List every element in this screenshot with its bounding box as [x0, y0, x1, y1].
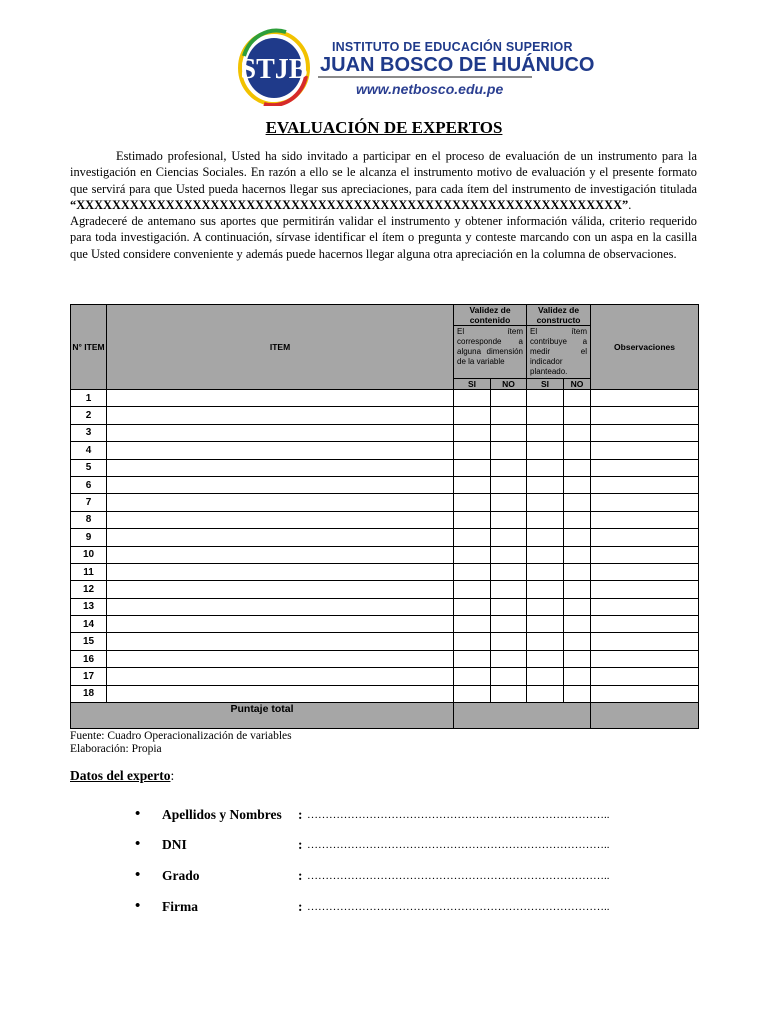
- field-label: Firma: [162, 899, 198, 914]
- observations-cell[interactable]: [591, 494, 699, 511]
- table-row: [71, 563, 699, 580]
- item-text-cell[interactable]: [107, 546, 454, 563]
- table-row: [71, 546, 699, 563]
- content-si-cell[interactable]: [454, 407, 491, 424]
- observations-cell[interactable]: [591, 685, 699, 702]
- item-number-cell: 9: [71, 529, 107, 546]
- observations-cell[interactable]: [591, 442, 699, 459]
- item-text-cell[interactable]: [107, 442, 454, 459]
- construct-si-cell[interactable]: [527, 563, 564, 580]
- expert-heading-colon: :: [170, 768, 175, 783]
- table-row: [71, 616, 699, 633]
- degree-fill-line[interactable]: ………………………………………………………………………..: [307, 870, 610, 882]
- content-no-cell[interactable]: [491, 650, 527, 667]
- item-text-cell[interactable]: [107, 511, 454, 528]
- logo-divider: [318, 76, 532, 78]
- observations-cell[interactable]: [591, 476, 699, 493]
- expert-section-heading: [70, 768, 174, 784]
- content-si-cell[interactable]: [454, 598, 491, 615]
- construct-si-cell[interactable]: [527, 529, 564, 546]
- content-si-cell[interactable]: [454, 633, 491, 650]
- table-row: [71, 424, 699, 441]
- construct-validity-description: El ítem contribuye a medir el indicador planteado.: [527, 326, 591, 379]
- content-si-cell[interactable]: [454, 494, 491, 511]
- observations-cell[interactable]: [591, 633, 699, 650]
- bullet-icon: •: [135, 867, 141, 883]
- item-text-cell[interactable]: [107, 459, 454, 476]
- dni-fill-line[interactable]: ………………………………………………………………………..: [307, 839, 610, 851]
- table-body: [71, 390, 699, 703]
- total-score-label: Puntaje total: [71, 703, 454, 729]
- field-label: Apellidos y Nombres: [162, 807, 282, 822]
- table-row: [71, 650, 699, 667]
- construct-si-cell[interactable]: [527, 598, 564, 615]
- observations-cell[interactable]: [591, 407, 699, 424]
- item-text-cell[interactable]: [107, 424, 454, 441]
- field-colon: :: [298, 899, 303, 914]
- construct-no-cell[interactable]: [564, 685, 591, 702]
- item-number-cell: 6: [71, 476, 107, 493]
- institute-name-line1: INSTITUTO DE EDUCACIÓN SUPERIOR: [332, 40, 573, 54]
- intro-text: [70, 148, 697, 262]
- construct-si-cell[interactable]: [527, 650, 564, 667]
- item-text-cell[interactable]: [107, 633, 454, 650]
- elaboration-line: Elaboración: Propia: [70, 742, 162, 755]
- construct-no-cell[interactable]: [564, 459, 591, 476]
- observations-cell[interactable]: [591, 650, 699, 667]
- header-observations: Observaciones: [591, 305, 699, 390]
- observations-cell[interactable]: [591, 459, 699, 476]
- item-number-cell: 4: [71, 442, 107, 459]
- item-number-cell: 13: [71, 598, 107, 615]
- intro-paragraph-2: Agradeceré de antemano sus aportes que permitirán validar el instrumento y obtener información válida, criterio requerido para toda investigación. A continuación, sírvase identificar el ítem o pregunta y conteste marcando con un aspa en la casilla que Usted considere conveniente y además puede hacernos llegar alguna otra apreciación en la columna de observaciones.: [70, 214, 697, 261]
- item-number-cell: 15: [71, 633, 107, 650]
- construct-si-cell[interactable]: [527, 494, 564, 511]
- content-no-cell[interactable]: [491, 476, 527, 493]
- institute-logo: [236, 26, 595, 106]
- item-number-cell: 2: [71, 407, 107, 424]
- instrument-title: [70, 197, 697, 213]
- field-colon: :: [298, 837, 303, 852]
- item-number-cell: 1: [71, 390, 107, 407]
- observations-cell[interactable]: [591, 616, 699, 633]
- content-no-cell[interactable]: [491, 459, 527, 476]
- content-no-cell[interactable]: [491, 668, 527, 685]
- content-no-cell[interactable]: [491, 563, 527, 580]
- item-number-cell: 8: [71, 511, 107, 528]
- content-no-cell[interactable]: [491, 494, 527, 511]
- header-item: ITEM: [107, 305, 454, 390]
- table-row: [71, 442, 699, 459]
- table-row: [71, 581, 699, 598]
- item-number-cell: 16: [71, 650, 107, 667]
- content-no-cell[interactable]: [491, 546, 527, 563]
- construct-si-cell[interactable]: [527, 459, 564, 476]
- field-colon: :: [298, 868, 303, 883]
- construct-no-cell[interactable]: [564, 476, 591, 493]
- construct-si-cell[interactable]: [527, 511, 564, 528]
- observations-cell[interactable]: [591, 598, 699, 615]
- table-row: [71, 494, 699, 511]
- content-si-cell[interactable]: [454, 581, 491, 598]
- item-text-cell[interactable]: [107, 563, 454, 580]
- header-construct-no: NO: [564, 379, 591, 390]
- header-construct-si: SI: [527, 379, 564, 390]
- content-si-cell[interactable]: [454, 424, 491, 441]
- item-number-cell: 12: [71, 581, 107, 598]
- field-label: DNI: [162, 837, 187, 852]
- header-content-si: SI: [454, 379, 491, 390]
- content-si-cell[interactable]: [454, 476, 491, 493]
- item-text-cell[interactable]: [107, 407, 454, 424]
- expert-heading-text: Datos del experto: [70, 768, 171, 783]
- content-validity-description: El ítem corresponde a alguna dimensión de la variable: [454, 326, 527, 379]
- item-number-cell: 5: [71, 459, 107, 476]
- construct-si-cell[interactable]: [527, 390, 564, 407]
- content-si-cell[interactable]: [454, 459, 491, 476]
- content-si-cell[interactable]: [454, 390, 491, 407]
- construct-si-cell[interactable]: [527, 633, 564, 650]
- field-colon: :: [298, 807, 303, 822]
- content-no-cell[interactable]: [491, 633, 527, 650]
- source-line: Fuente: Cuadro Operacionalización de variables: [70, 730, 292, 742]
- table-row: [71, 633, 699, 650]
- content-no-cell[interactable]: [491, 390, 527, 407]
- construct-no-cell[interactable]: [564, 546, 591, 563]
- construct-si-cell[interactable]: [527, 685, 564, 702]
- header-content-validity: Validez de contenido: [454, 305, 527, 326]
- content-no-cell[interactable]: [491, 616, 527, 633]
- construct-no-cell[interactable]: [564, 598, 591, 615]
- item-text-cell[interactable]: [107, 650, 454, 667]
- svg-text:STJB: STJB: [240, 54, 308, 85]
- observations-cell[interactable]: [591, 563, 699, 580]
- content-si-cell[interactable]: [454, 442, 491, 459]
- construct-si-cell[interactable]: [527, 407, 564, 424]
- field-label: Grado: [162, 868, 200, 883]
- construct-no-cell[interactable]: [564, 424, 591, 441]
- table-row: [71, 529, 699, 546]
- table-row: [71, 511, 699, 528]
- header-construct-validity: Validez de constructo: [527, 305, 591, 326]
- intro-paragraph-1: Estimado profesional, Usted ha sido invitado a participar en el proceso de evaluación de un instrumento para la investigación en Ciencias Sociales. En razón a ello se le alcanza el instrumento motivo de evaluación y el presente formato que servirá para que Usted pueda hacernos llegar sus apreciaciones, para cada ítem del instrumento de investigación titulada: [70, 149, 697, 196]
- table-row: [71, 598, 699, 615]
- bullet-icon: •: [135, 836, 141, 852]
- observations-cell[interactable]: [591, 668, 699, 685]
- table-source: [70, 730, 292, 755]
- item-text-cell[interactable]: [107, 685, 454, 702]
- construct-si-cell[interactable]: [527, 581, 564, 598]
- observations-cell[interactable]: [591, 529, 699, 546]
- item-number-cell: 10: [71, 546, 107, 563]
- header-item-number: N° ITEM: [71, 305, 107, 390]
- item-number-cell: 14: [71, 616, 107, 633]
- item-text-cell[interactable]: [107, 390, 454, 407]
- header-content-no: NO: [491, 379, 527, 390]
- institute-website: www.netbosco.edu.pe: [356, 81, 504, 97]
- table-row: [71, 407, 699, 424]
- item-text-cell[interactable]: [107, 529, 454, 546]
- construct-no-cell[interactable]: [564, 650, 591, 667]
- construct-si-cell[interactable]: [527, 546, 564, 563]
- content-no-cell[interactable]: [491, 685, 527, 702]
- content-si-cell[interactable]: [454, 563, 491, 580]
- content-si-cell[interactable]: [454, 546, 491, 563]
- table-row: [71, 459, 699, 476]
- evaluation-table: [70, 304, 699, 729]
- construct-no-cell[interactable]: [564, 563, 591, 580]
- content-si-cell[interactable]: [454, 616, 491, 633]
- construct-si-cell[interactable]: [527, 442, 564, 459]
- content-no-cell[interactable]: [491, 442, 527, 459]
- instrument-title-end: .: [628, 197, 632, 212]
- construct-si-cell[interactable]: [527, 616, 564, 633]
- table-row: [71, 685, 699, 702]
- construct-no-cell[interactable]: [564, 616, 591, 633]
- institute-name-line2: JUAN BOSCO DE HUÁNUCO: [320, 54, 595, 76]
- construct-si-cell[interactable]: [527, 668, 564, 685]
- total-score-observation[interactable]: [591, 703, 699, 729]
- content-no-cell[interactable]: [491, 581, 527, 598]
- construct-no-cell[interactable]: [564, 442, 591, 459]
- observations-cell[interactable]: [591, 390, 699, 407]
- content-si-cell[interactable]: [454, 685, 491, 702]
- signature-fill-line[interactable]: ………………………………………………………………………..: [307, 901, 610, 913]
- item-number-cell: 3: [71, 424, 107, 441]
- construct-no-cell[interactable]: [564, 668, 591, 685]
- construct-si-cell[interactable]: [527, 424, 564, 441]
- bullet-icon: •: [135, 898, 141, 914]
- construct-no-cell[interactable]: [564, 407, 591, 424]
- content-no-cell[interactable]: [491, 529, 527, 546]
- item-text-cell[interactable]: [107, 476, 454, 493]
- content-si-cell[interactable]: [454, 511, 491, 528]
- instrument-title-text: “XXXXXXXXXXXXXXXXXXXXXXXXXXXXXXXXXXXXXXXXXXXXXXXXXXXXXXXXXXXXX”: [70, 197, 629, 212]
- construct-no-cell[interactable]: [564, 494, 591, 511]
- content-si-cell[interactable]: [454, 650, 491, 667]
- item-number-cell: 17: [71, 668, 107, 685]
- content-no-cell[interactable]: [491, 598, 527, 615]
- observations-cell[interactable]: [591, 581, 699, 598]
- content-si-cell[interactable]: [454, 668, 491, 685]
- item-text-cell[interactable]: [107, 616, 454, 633]
- item-number-cell: 7: [71, 494, 107, 511]
- observations-cell[interactable]: [591, 511, 699, 528]
- item-text-cell[interactable]: [107, 581, 454, 598]
- construct-no-cell[interactable]: [564, 511, 591, 528]
- table-row: [71, 476, 699, 493]
- table-row: [71, 668, 699, 685]
- item-number-cell: 18: [71, 685, 107, 702]
- construct-no-cell[interactable]: [564, 390, 591, 407]
- item-text-cell[interactable]: [107, 598, 454, 615]
- institute-emblem-icon: [236, 26, 312, 106]
- construct-no-cell[interactable]: [564, 529, 591, 546]
- observations-cell[interactable]: [591, 424, 699, 441]
- item-number-cell: 11: [71, 563, 107, 580]
- content-no-cell[interactable]: [491, 511, 527, 528]
- construct-no-cell[interactable]: [564, 581, 591, 598]
- construct-si-cell[interactable]: [527, 476, 564, 493]
- content-no-cell[interactable]: [491, 424, 527, 441]
- content-no-cell[interactable]: [491, 407, 527, 424]
- total-score-value[interactable]: [454, 703, 591, 729]
- construct-no-cell[interactable]: [564, 633, 591, 650]
- observations-cell[interactable]: [591, 546, 699, 563]
- item-text-cell[interactable]: [107, 668, 454, 685]
- document-title: EVALUACIÓN DE EXPERTOS: [265, 118, 503, 137]
- table-row: [71, 390, 699, 407]
- content-si-cell[interactable]: [454, 529, 491, 546]
- fullname-fill-line[interactable]: ………………………………………………………………………..: [307, 809, 610, 821]
- bullet-icon: •: [135, 806, 141, 822]
- item-text-cell[interactable]: [107, 494, 454, 511]
